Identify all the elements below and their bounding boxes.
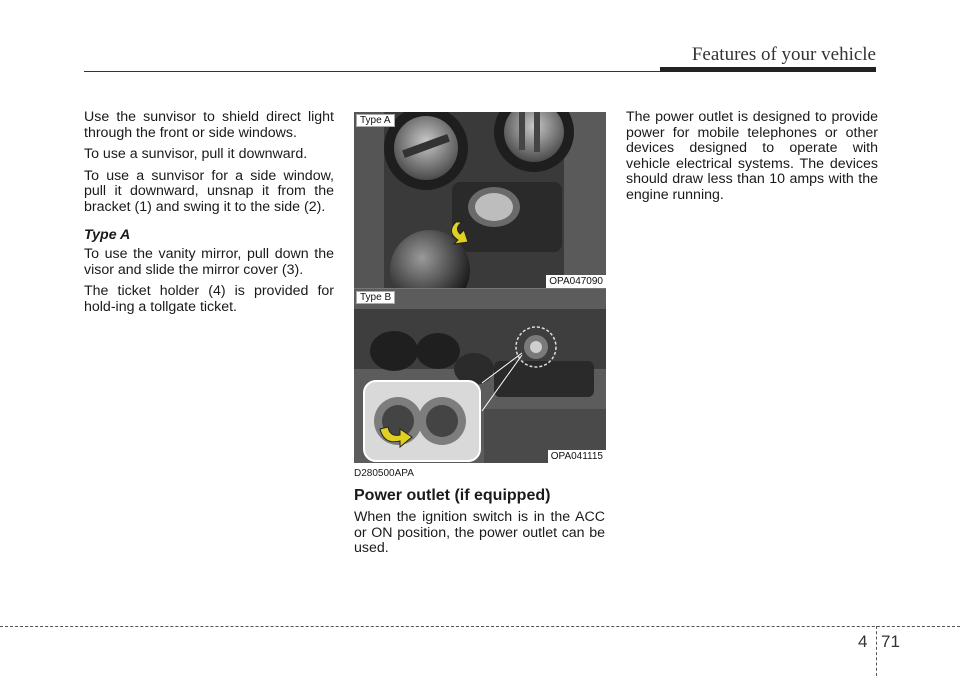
section-code: D280500APA — [354, 468, 414, 479]
power-outlet-illustration-a — [354, 112, 606, 288]
footer-rule — [0, 626, 960, 627]
paragraph: The ticket holder (4) is provided for hold-ing a tollgate ticket. — [84, 283, 334, 315]
paragraph: To use the vanity mirror, pull down the visor and slide the mirror cover (3). — [84, 246, 334, 278]
page-number: 71 — [881, 632, 900, 651]
page-header-title: Features of your vehicle — [691, 44, 876, 65]
figure-type-label: Type B — [356, 291, 395, 304]
paragraph: To use a sunvisor, pull it downward. — [84, 146, 308, 163]
paragraph: To use a sunvisor for a side window, pull it downward, unsnap it from the bracket (1) and swing it to the side (2). — [84, 167, 334, 215]
figure-code: OPA047090 — [546, 275, 606, 288]
chapter-number: 4 — [858, 632, 868, 651]
header-accent-rule — [660, 67, 876, 72]
figure-code: OPA041115 — [548, 450, 606, 463]
figure-type-a — [354, 112, 606, 288]
right-column — [626, 110, 878, 210]
middle-column — [354, 466, 605, 563]
page-number-separator — [876, 626, 877, 676]
subheading-type-a: Type A — [84, 226, 131, 243]
section-title: Power outlet (if equipped) — [354, 486, 551, 504]
figure-type-b — [354, 288, 606, 463]
left-column — [84, 110, 334, 322]
paragraph: The power outlet is designed to provide power for mobile telephones or other devices designed to operate with vehicle electrical systems. The devices should draw less than 10 amps with the engine running. — [626, 109, 878, 203]
paragraph: Use the sunvisor to shield direct light through the front or side windows. — [84, 109, 334, 141]
paragraph: When the ignition switch is in the ACC or ON position, the power outlet can be used. — [354, 509, 605, 557]
power-outlet-illustration-b — [354, 289, 606, 463]
figure-type-label: Type A — [356, 114, 395, 127]
